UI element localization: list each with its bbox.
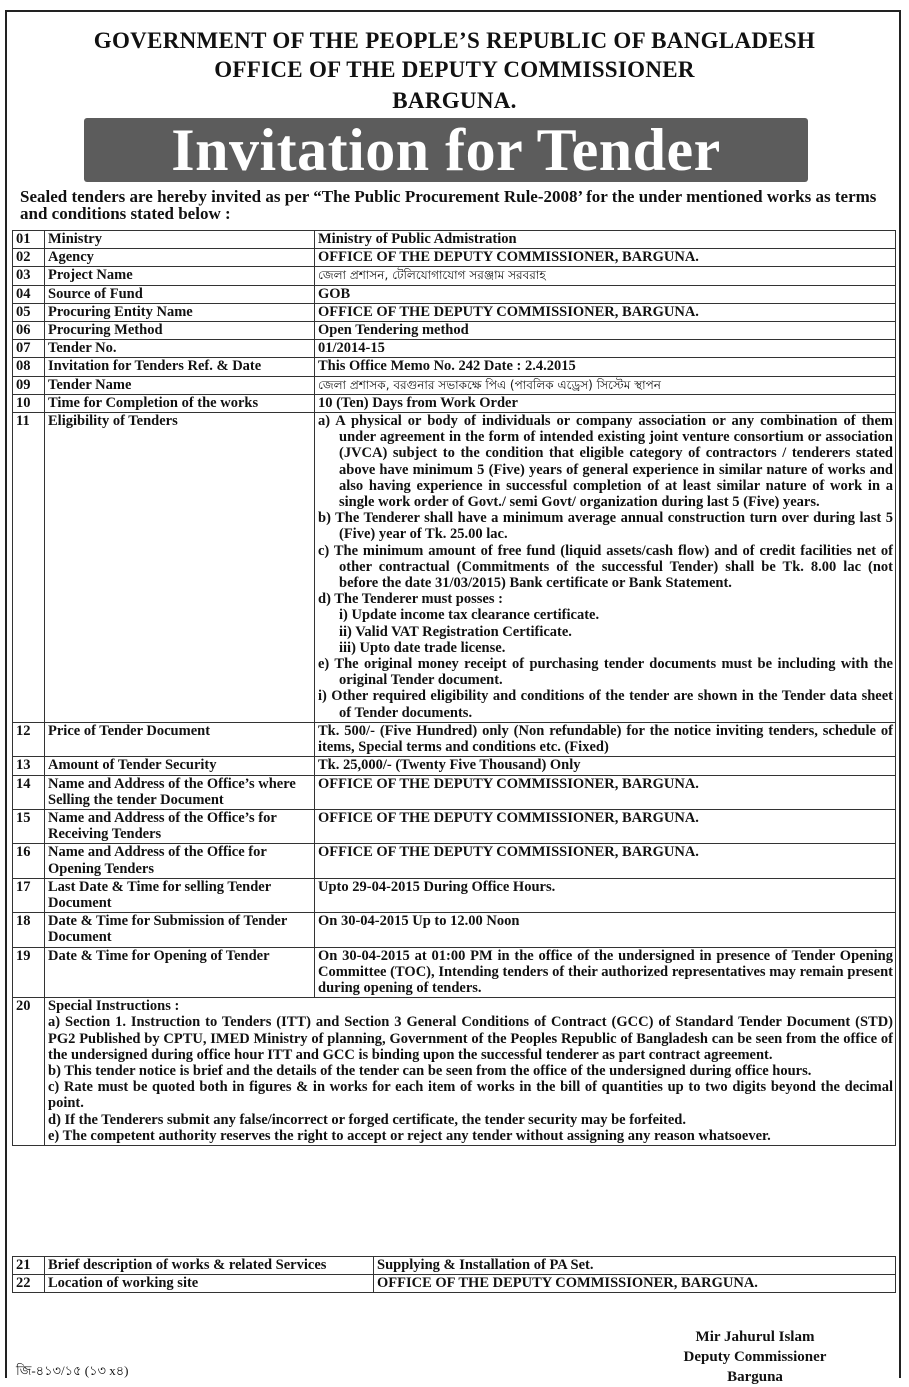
table-row bbox=[13, 757, 896, 775]
signatory-name: Mir Jahurul Islam bbox=[695, 1329, 815, 1345]
tender-table-footer bbox=[12, 1256, 896, 1293]
table-row-special-instructions bbox=[13, 998, 896, 1146]
row-number: 01 bbox=[13, 231, 45, 249]
row-value: Tk. 500/- (Five Hundred) only (Non refundable) for the notice inviting tenders, schedule of items, Special terms and conditions etc. (Fixed) bbox=[315, 722, 896, 756]
row-label: Tender Name bbox=[45, 376, 315, 394]
tender-banner: Invitation for Tender bbox=[84, 118, 808, 182]
row-value: OFFICE OF THE DEPUTY COMMISSIONER, BARGUNA. bbox=[374, 1275, 896, 1293]
row-label: Agency bbox=[45, 249, 315, 267]
special-instructions bbox=[45, 998, 896, 1146]
table-row bbox=[13, 1257, 896, 1275]
row-value: Ministry of Public Admistration bbox=[315, 231, 896, 249]
eligibility-b: b) The Tenderer shall have a minimum average annual construction turn over during last 5 (Five) year of Tk. 25.00 lac. bbox=[318, 510, 893, 543]
header-government: GOVERNMENT OF THE PEOPLE’S REPUBLIC OF BANGLADESH bbox=[93, 28, 816, 53]
row-label: Tender No. bbox=[45, 340, 315, 358]
row-number: 08 bbox=[13, 358, 45, 376]
special-b: b) This tender notice is brief and the details of the tender can be seen from the office of the undersigned during office hours. bbox=[48, 1062, 812, 1079]
table-row bbox=[13, 913, 896, 947]
row-value: Supplying & Installation of PA Set. bbox=[374, 1257, 896, 1275]
eligibility-i: i) Other required eligibility and conditions of the tender are shown in the Tender data sheet of Tender documents. bbox=[318, 688, 893, 721]
row-number: 09 bbox=[13, 376, 45, 394]
row-label: Name and Address of the Office for Opening Tenders bbox=[45, 844, 315, 878]
row-label: Last Date & Time for selling Tender Document bbox=[45, 878, 315, 912]
intro-text: Sealed tenders are hereby invited as per “The Public Procurement Rule-2008’ for the under mentioned works as terms and conditions stated below : bbox=[20, 187, 877, 223]
row-number: 20 bbox=[13, 998, 45, 1146]
row-value: This Office Memo No. 242 Date : 2.4.2015 bbox=[315, 358, 896, 376]
table-row bbox=[13, 775, 896, 809]
eligibility-c: c) The minimum amount of free fund (liquid assets/cash flow) and of credit facilities net of other contractual (Commitments of the successful Tender) shall be Tk. 8.00 lac (not before the date 31/03/2015) Bank certificate or Bank Statement. bbox=[318, 542, 893, 592]
row-value: 01/2014-15 bbox=[315, 340, 896, 358]
table-row bbox=[13, 394, 896, 412]
special-c: c) Rate must be quoted both in figures & in works for each item of works in the bill of quantities up to two digits beyond the decimal point. bbox=[48, 1079, 893, 1112]
table-row bbox=[13, 231, 896, 249]
row-number: 05 bbox=[13, 303, 45, 321]
row-label: Time for Completion of the works bbox=[45, 394, 315, 412]
row-value: OFFICE OF THE DEPUTY COMMISSIONER, BARGUNA. bbox=[315, 775, 896, 809]
row-label: Location of working site bbox=[45, 1275, 374, 1293]
row-label: Name and Address of the Office’s where Selling the tender Document bbox=[45, 775, 315, 809]
table-row bbox=[13, 267, 896, 285]
row-label: Price of Tender Document bbox=[45, 722, 315, 756]
row-number: 02 bbox=[13, 249, 45, 267]
row-number: 11 bbox=[13, 413, 45, 723]
signatory-place: Barguna bbox=[727, 1369, 783, 1385]
row-value: Upto 29-04-2015 During Office Hours. bbox=[315, 878, 896, 912]
row-value: জেলা প্রশাসক, বরগুনার সভাকক্ষে পিএ (পাবলিক এড্রেস) সিস্টেম স্থাপন bbox=[315, 376, 896, 394]
row-label: Date & Time for Submission of Tender Document bbox=[45, 913, 315, 947]
table-row bbox=[13, 322, 896, 340]
row-value: On 30-04-2015 at 01:00 PM in the office of the undersigned in presence of Tender Opening Committee (TOC), Intending tenders of their authorized representatives may remain present during opening of tenders. bbox=[315, 947, 896, 998]
table-row bbox=[13, 809, 896, 843]
tender-table bbox=[12, 230, 896, 1146]
eligibility-a: a) A physical or body of individuals or company association or any combination of them under agreement in the form of intended existing joint venture consortium or association (JVCA) subject to the condition that eligible category of contractors / tenderers stated above have minimum 5 (Five) years of general experience in similar nature of works and also having experience in successful completion of at least similar nature of work in a single work order of Govt./ semi Govt/ organization during last 5 (Five) years. bbox=[318, 413, 893, 511]
row-number: 12 bbox=[13, 722, 45, 756]
signatory-title: Deputy Commissioner bbox=[683, 1349, 827, 1365]
table-row bbox=[13, 285, 896, 303]
table-row bbox=[13, 1275, 896, 1293]
row-label: Name and Address of the Office’s for Receiving Tenders bbox=[45, 809, 315, 843]
row-number: 18 bbox=[13, 913, 45, 947]
row-value: OFFICE OF THE DEPUTY COMMISSIONER, BARGUNA. bbox=[315, 844, 896, 878]
row-value: Open Tendering method bbox=[315, 322, 896, 340]
row-label: Project Name bbox=[45, 267, 315, 285]
row-label: Brief description of works & related Services bbox=[45, 1257, 374, 1275]
row-number: 19 bbox=[13, 947, 45, 998]
footer-code: জি-৪১৩/১৫ (১৩ x৪) bbox=[16, 1363, 129, 1378]
table-row-eligibility bbox=[13, 413, 896, 723]
header-district: BARGUNA. bbox=[392, 88, 517, 113]
row-value: GOB bbox=[315, 285, 896, 303]
eligibility-d-ii: ii) Valid VAT Registration Certificate. bbox=[339, 623, 572, 640]
table-row bbox=[13, 249, 896, 267]
row-number: 03 bbox=[13, 267, 45, 285]
row-label: Amount of Tender Security bbox=[45, 757, 315, 775]
table-row bbox=[13, 358, 896, 376]
special-title: Special Instructions : bbox=[48, 998, 180, 1015]
special-d: d) If the Tenderers submit any false/incorrect or forged certificate, the tender security may be forfeited. bbox=[48, 1111, 686, 1128]
row-label: Procuring Method bbox=[45, 322, 315, 340]
eligibility-conditions bbox=[315, 413, 896, 723]
row-number: 06 bbox=[13, 322, 45, 340]
row-value: জেলা প্রশাসন, টেলিযোগাযোগ সরঞ্জাম সরবরাহ bbox=[315, 267, 896, 285]
row-number: 13 bbox=[13, 757, 45, 775]
row-value: 10 (Ten) Days from Work Order bbox=[315, 394, 896, 412]
table-row bbox=[13, 340, 896, 358]
row-label: Source of Fund bbox=[45, 285, 315, 303]
row-number: 07 bbox=[13, 340, 45, 358]
table-row bbox=[13, 722, 896, 756]
special-a: a) Section 1. Instruction to Tenders (ITT) and Section 3 General Conditions of Contract (GCC) of Standard Tender Document (STD) PG2 Published by CPTU, IMED Ministry of planning, Government of the Peoples Republic of Bangladesh can be seen from the office of the undersigned during office hour ITT and GCC is binding upon the successful tenderer as part contract agreement. bbox=[48, 1014, 893, 1063]
row-number: 14 bbox=[13, 775, 45, 809]
special-e: e) The competent authority reserves the right to accept or reject any tender without assigning any reason whatsoever. bbox=[48, 1127, 771, 1144]
row-number: 21 bbox=[13, 1257, 45, 1275]
row-label: Eligibility of Tenders bbox=[45, 413, 315, 723]
header-office: OFFICE OF THE DEPUTY COMMISSIONER bbox=[214, 57, 695, 82]
table-row bbox=[13, 878, 896, 912]
eligibility-d-iii: iii) Upto date trade license. bbox=[339, 639, 506, 656]
row-number: 22 bbox=[13, 1275, 45, 1293]
row-number: 10 bbox=[13, 394, 45, 412]
table-row bbox=[13, 376, 896, 394]
row-number: 04 bbox=[13, 285, 45, 303]
row-label: Procuring Entity Name bbox=[45, 303, 315, 321]
row-label: Invitation for Tenders Ref. & Date bbox=[45, 358, 315, 376]
row-label: Date & Time for Opening of Tender bbox=[45, 947, 315, 998]
eligibility-e: e) The original money receipt of purchasing tender documents must be including with the original Tender document. bbox=[318, 656, 893, 689]
row-number: 16 bbox=[13, 844, 45, 878]
eligibility-d: d) The Tenderer must posses : bbox=[318, 591, 503, 608]
row-value: OFFICE OF THE DEPUTY COMMISSIONER, BARGUNA. bbox=[315, 303, 896, 321]
row-value: OFFICE OF THE DEPUTY COMMISSIONER, BARGUNA. bbox=[315, 809, 896, 843]
row-value: OFFICE OF THE DEPUTY COMMISSIONER, BARGUNA. bbox=[315, 249, 896, 267]
eligibility-d-i: i) Update income tax clearance certificate. bbox=[339, 607, 600, 624]
table-row bbox=[13, 303, 896, 321]
row-value: On 30-04-2015 Up to 12.00 Noon bbox=[315, 913, 896, 947]
row-number: 15 bbox=[13, 809, 45, 843]
row-label: Ministry bbox=[45, 231, 315, 249]
table-row bbox=[13, 844, 896, 878]
row-value: Tk. 25,000/- (Twenty Five Thousand) Only bbox=[315, 757, 896, 775]
table-row bbox=[13, 947, 896, 998]
row-number: 17 bbox=[13, 878, 45, 912]
